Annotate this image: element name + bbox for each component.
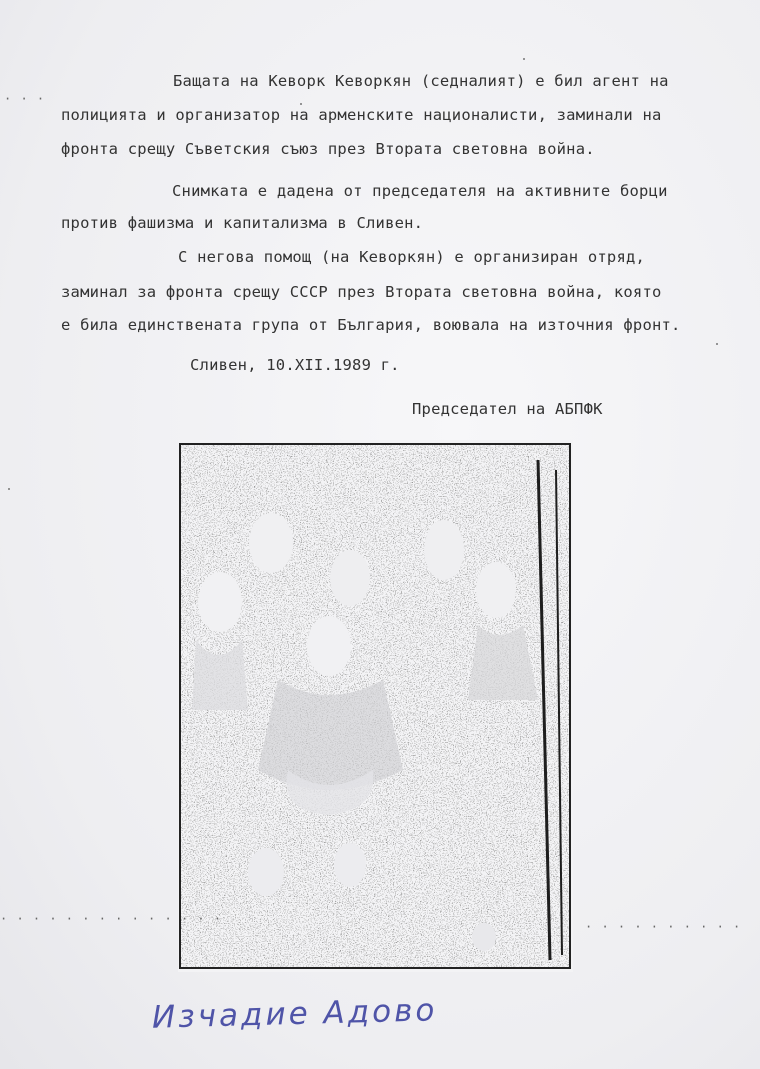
speck (8, 488, 10, 490)
group-photograph-image (178, 440, 573, 972)
paragraph-line-7: заминал за фронта срещу СССР през Втората световна война, която (61, 283, 662, 301)
signature-title: Председател на АБПФК (412, 400, 603, 418)
paragraph-line-6: С негова помощ (на Кеворкян) е организиран отряд, (178, 248, 646, 266)
speck (523, 58, 525, 60)
paragraph-line-8: е била единствената група от България, воювала на източния фронт. (61, 316, 681, 334)
paragraph-line-2: полицията и организатор на арменските националисти, заминали на (61, 106, 662, 124)
handwritten-note: Изчадие Адово (151, 992, 438, 1036)
paragraph-line-1: Бащата на Кеворк Кеворкян (седналият) е бил агент на (173, 72, 669, 90)
margin-dots: · · · (4, 92, 46, 106)
margin-dots: · · · · · · · · · · · · · · (0, 912, 223, 926)
speck (716, 343, 718, 345)
group-photograph (178, 440, 573, 972)
margin-dots: · · · · · · · · · · (585, 920, 742, 934)
paragraph-line-4: Снимката е дадена от председателя на активните борци (172, 182, 668, 200)
place-date: Сливен, 10.XII.1989 г. (190, 356, 400, 374)
paragraph-line-3: фронта срещу Съветския съюз през Втората световна война. (61, 140, 595, 158)
speck (300, 103, 302, 105)
paragraph-line-5: против фашизма и капитализма в Сливен. (61, 214, 424, 232)
